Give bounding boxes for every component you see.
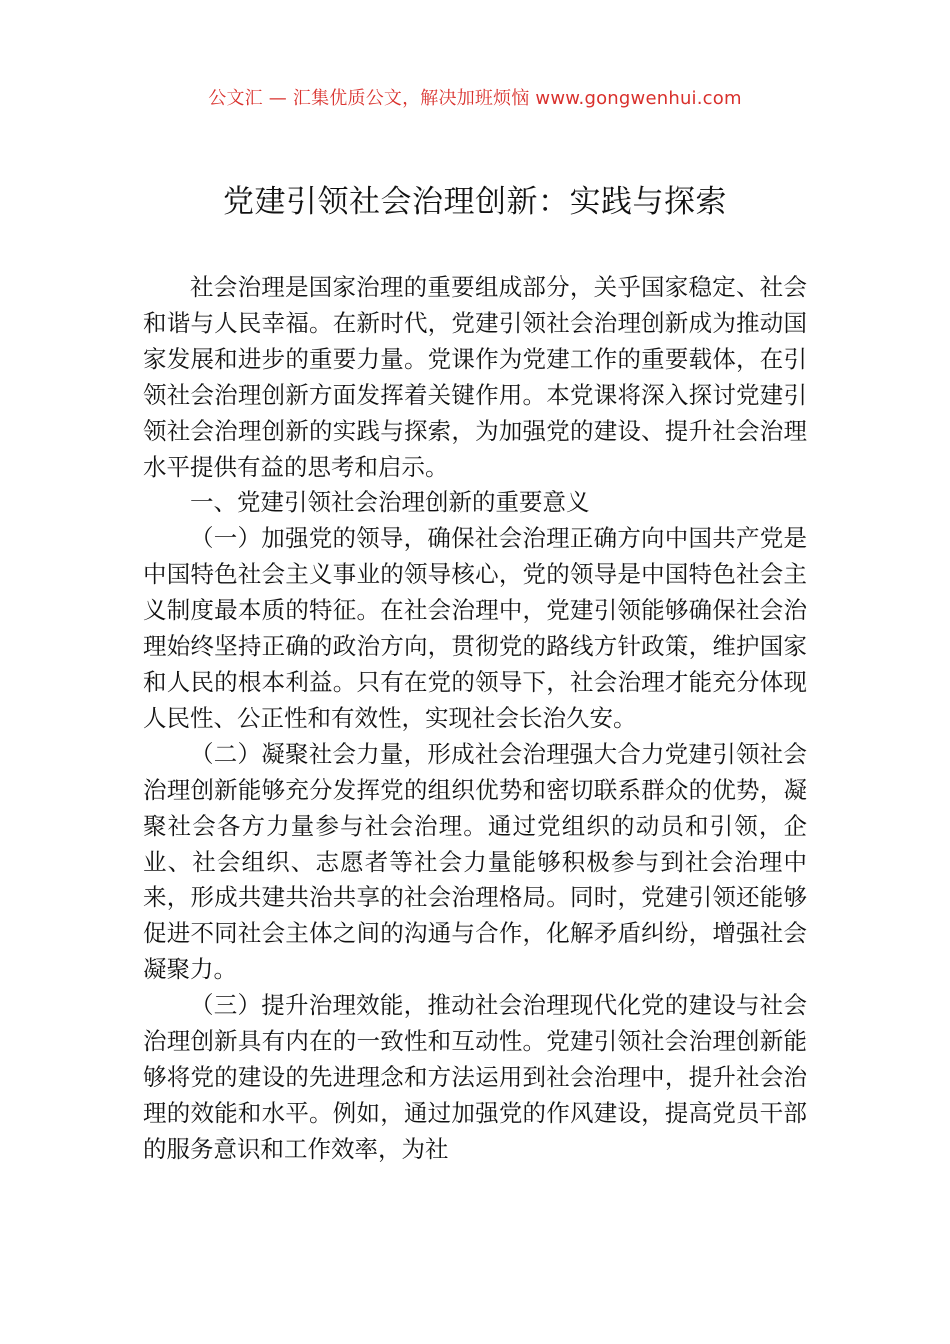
document-title: 党建引领社会治理创新：实践与探索 [223,184,727,220]
header-banner: 公文汇 — 汇集优质公文，解决加班烦恼 www.gongwenhui.com [208,88,742,109]
section-heading-1: 一、党建引领社会治理创新的重要意义 [190,488,590,517]
paragraph-point-2: （二）凝聚社会力量，形成社会治理强大合力党建引领社会治理创新能够充分发挥党的组织优势和密切联系群众的优势，凝聚社会各方力量参与社会治理。通过党组织的动员和引领，企业、社会组织、志愿者等社会力量能够积极参与到社会治理中来，形成共建共治共享的社会治理格局。同时，党建引领还能够促进不同社会主体之间的沟通与合作，化解矛盾纠纷，增强社会凝聚力。 [143,739,807,984]
paragraph-intro: 社会治理是国家治理的重要组成部分，关乎国家稳定、社会和谐与人民幸福。在新时代，党建引领社会治理创新成为推动国家发展和进步的重要力量。党课作为党建工作的重要载体，在引领社会治理创新方面发挥着关键作用。本党课将深入探讨党建引领社会治理创新的实践与探索，为加强党的建设、提升社会治理水平提供有益的思考和启示。 [143,273,807,481]
paragraph-point-1: （一）加强党的领导，确保社会治理正确方向中国共产党是中国特色社会主义事业的领导核心，党的领导是中国特色社会主义制度最本质的特征。在社会治理中，党建引领能够确保社会治理始终坚持正确的政治方向，贯彻党的路线方针政策，维护国家和人民的根本利益。只有在党的领导下，社会治理才能充分体现人民性、公正性和有效性，实现社会长治久安。 [143,524,807,732]
paragraph-point-3: （三）提升治理效能，推动社会治理现代化党的建设与社会治理创新具有内在的一致性和互动性。党建引领社会治理创新能够将党的建设的先进理念和方法运用到社会治理中，提升社会治理的效能和水平。例如，通过加强党的作风建设，提高党员干部的服务意识和工作效率，为社 [143,991,807,1163]
document-body [143,270,807,1168]
